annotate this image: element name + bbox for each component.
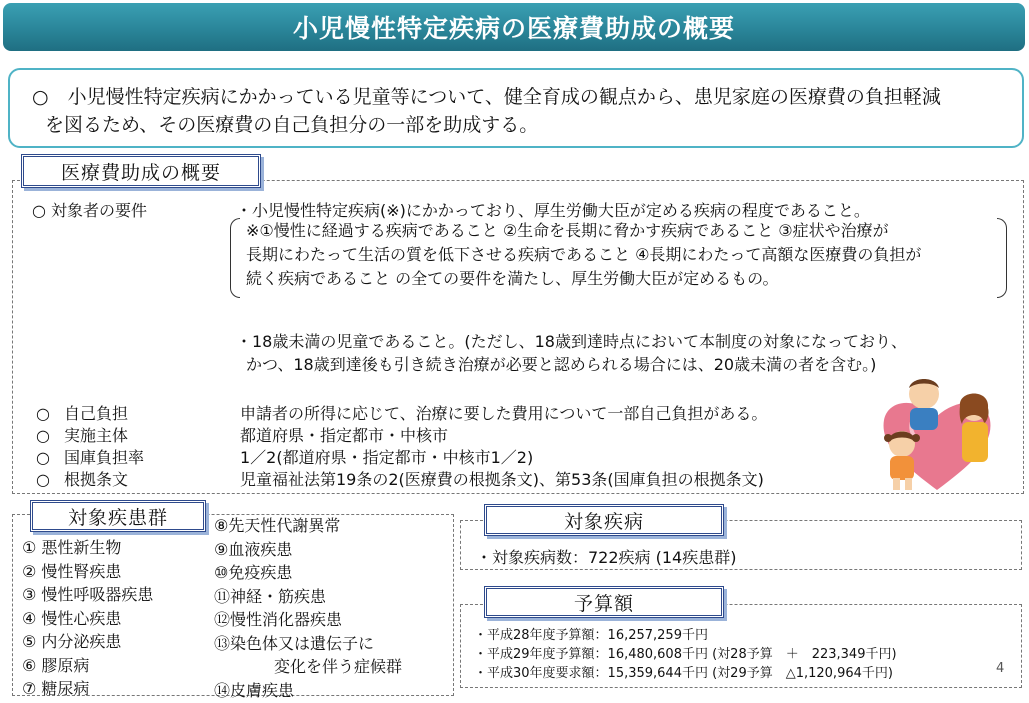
note-line-3: 続く疾病であること の全ての要件を満たし、厚生労働大臣が定めるもの。 bbox=[246, 269, 779, 288]
note-line-2: 長期にわたって生活の質を低下させる疾病であること ④長期にわたって高額な医療費の負担が bbox=[246, 245, 922, 264]
budget-line: ・平成30年度要求額：15,359,644千円 (対29予算 △1,120,964千円) bbox=[474, 666, 893, 681]
disease-groups-heading bbox=[30, 500, 206, 532]
target-diseases-heading bbox=[484, 504, 724, 536]
intro-box bbox=[8, 68, 1024, 148]
overview-heading bbox=[21, 154, 261, 188]
page-title-bar bbox=[3, 3, 1025, 51]
list-item: ⑩免疫疾患 bbox=[214, 563, 293, 582]
list-item: ⑪神経・筋疾患 bbox=[214, 586, 327, 606]
list-item: ⑧先天性代謝異常 bbox=[214, 516, 341, 535]
budget-line: ・平成28年度予算額：16,257,259千円 bbox=[474, 628, 708, 643]
requirement-note bbox=[230, 218, 1007, 298]
item-label: 実施主体 bbox=[64, 426, 129, 445]
item-label: 国庫負担率 bbox=[64, 448, 145, 467]
item-legal-basis-value: 児童福祉法第19条の2(医療費の根拠条文)、第53条(国庫負担の根拠条文) bbox=[240, 470, 764, 489]
budget-line: ・平成29年度予算額：16,480,608千円 (対28予算 ＋ 223,349千円) bbox=[474, 647, 897, 662]
item-self-pay-label bbox=[36, 401, 128, 424]
item-mark: ○ bbox=[36, 448, 50, 467]
list-item: ⑫慢性消化器疾患 bbox=[214, 610, 343, 629]
item-self-pay-value: 申請者の所得に応じて、治療に要した費用について一部自己負担がある。 bbox=[240, 404, 768, 423]
item-mark: ○ bbox=[36, 426, 50, 445]
list-item: ② 慢性腎疾患 bbox=[22, 561, 122, 581]
list-item: ⑭皮膚疾患 bbox=[214, 680, 295, 700]
item-mark: ○ bbox=[36, 404, 50, 423]
family-illustration bbox=[862, 372, 1012, 494]
item-subsidy-rate-label bbox=[36, 445, 144, 468]
page-number: 4 bbox=[996, 661, 1005, 676]
list-item: 変化を伴う症候群 bbox=[274, 657, 403, 676]
note-line-1: ※①慢性に経過する疾病であること ②生命を長期に脅かす疾病であること ③症状や治療が bbox=[246, 221, 889, 240]
item-label: 自己負担 bbox=[64, 404, 129, 423]
item-implementer-label bbox=[36, 423, 128, 446]
age-line-2: かつ、18歳到達後も引き続き治療が必要と認められる場合には、20歳未満の者を含む。) bbox=[246, 355, 877, 374]
list-item: ⑥ 膠原病 bbox=[22, 655, 90, 675]
note-right-bracket bbox=[997, 218, 1007, 298]
requirement-line-1: ・小児慢性特定疾病(※)にかかっており、厚生労働大臣が定める疾病の程度であること。 bbox=[236, 201, 870, 220]
budget-heading-text: 予算額 bbox=[573, 592, 634, 615]
list-item: ⑤ 内分泌疾患 bbox=[22, 632, 122, 651]
note-left-bracket bbox=[230, 218, 240, 298]
item-subsidy-rate-value: 1／2(都道府県・指定都市・中核市1／2) bbox=[240, 448, 534, 467]
disease-groups-right-list bbox=[214, 514, 402, 702]
list-item: ⑦ 糖尿病 bbox=[22, 679, 90, 698]
item-legal-basis-label bbox=[36, 467, 128, 490]
item-label: 根拠条文 bbox=[64, 470, 129, 489]
budget-heading bbox=[484, 586, 724, 618]
list-item: ⑨血液疾患 bbox=[214, 539, 293, 559]
intro-line-1: ○ 小児慢性特定疾病にかかっている児童等について、健全育成の観点から、患児家庭の医療費の負担軽減 bbox=[32, 86, 941, 108]
list-item: ① 悪性新生物 bbox=[22, 538, 122, 557]
item-mark: ○ bbox=[36, 470, 50, 489]
age-line-1: ・18歳未満の児童であること。(ただし、18歳到達時点において本制度の対象になっており、 bbox=[236, 332, 907, 351]
target-diseases-count: ・対象疾病数：722疾病 (14疾患群) bbox=[476, 548, 737, 567]
disease-groups-left-list bbox=[22, 536, 153, 701]
disease-groups-heading-text: 対象疾患群 bbox=[67, 506, 168, 529]
intro-line-2: を図るため、その医療費の自己負担分の一部を助成する。 bbox=[45, 114, 539, 136]
item-implementer-value: 都道府県・指定都市・中核市 bbox=[240, 426, 449, 445]
budget-lines bbox=[474, 626, 897, 683]
page-title: 小児慢性特定疾病の医療費助成の概要 bbox=[292, 14, 735, 43]
list-item: ④ 慢性心疾患 bbox=[22, 608, 122, 628]
list-item: ③ 慢性呼吸器疾患 bbox=[22, 585, 154, 604]
list-item: ⑬染色体又は遺伝子に bbox=[214, 633, 375, 653]
overview-heading-text: 医療費助成の概要 bbox=[60, 161, 221, 184]
requirement-label: ○ 対象者の要件 bbox=[32, 201, 148, 220]
target-diseases-heading-text: 対象疾病 bbox=[563, 510, 644, 533]
